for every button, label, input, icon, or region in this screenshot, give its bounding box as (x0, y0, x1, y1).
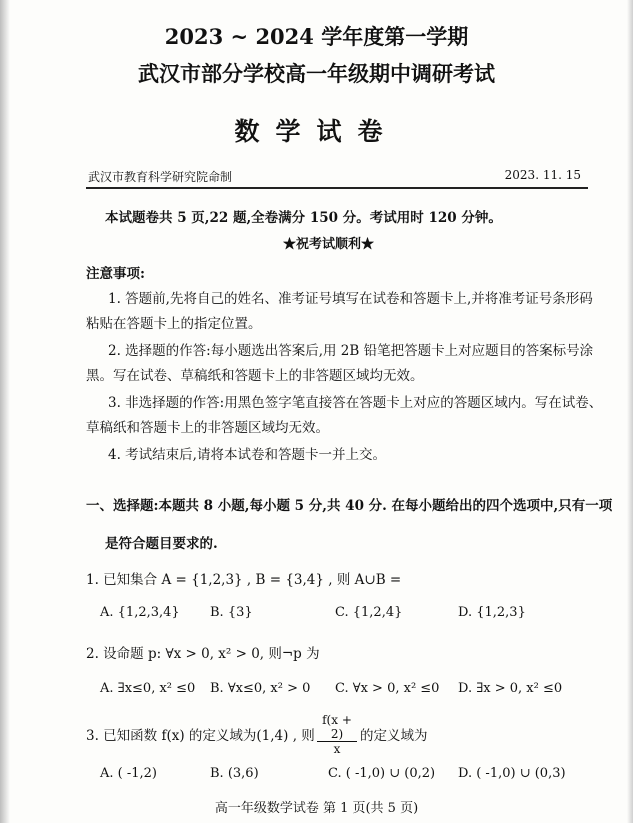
notice-item-1-line-1: 1. 答题前,先将自己的姓名、准考证号填写在试卷和答题卡上,并将准考证号条形码 (108, 291, 593, 307)
question-1-stem: 1. 已知集合 A = {1,2,3} , B = {3,4} , 则 A∪B = (86, 572, 402, 588)
title-exam-name: 武汉市部分学校高一年级期中调研考试 (138, 61, 495, 86)
question-2-option-d: D. ∃x > 0, x² ≤0 (458, 681, 563, 696)
question-3-option-d: D. ( -1,0) ∪ (0,3) (458, 766, 566, 781)
question-1-option-c: C. {1,2,4} (335, 605, 403, 620)
title-year-term: 2023 ~ 2024 学年度第一学期 (164, 24, 469, 49)
question-3-fraction (317, 713, 357, 756)
good-luck-wish: ★祝考试顺利★ (283, 237, 375, 252)
question-2-option-b: B. ∀x≤0, x² > 0 (210, 681, 311, 696)
question-3-option-b: B. (3,6) (210, 766, 259, 781)
question-1-option-b: B. {3} (210, 605, 253, 620)
question-1-option-d: D. {1,2,3} (458, 605, 526, 620)
issuer: 武汉市教育科学研究院命制 (88, 170, 233, 184)
notice-item-2-line-1: 2. 选择题的作答:每小题选出答案后,用 2B 铅笔把答题卡上对应题目的答案标号涂 (108, 343, 594, 359)
notice-item-1-line-2: 粘贴在答题卡上的指定位置。 (86, 316, 262, 332)
notice-heading: 注意事项: (86, 266, 145, 282)
notice-item-4: 4. 考试结束后,请将本试卷和答题卡一并上交。 (108, 447, 386, 463)
question-2-stem: 2. 设命题 p: ∀x > 0, x² > 0, 则¬p 为 (86, 646, 320, 662)
exam-intro: 本试题卷共 5 页,22 题,全卷满分 150 分。考试用时 120 分钟。 (105, 210, 502, 226)
question-3-option-c: C. ( -1,0) ∪ (0,2) (328, 766, 436, 781)
question-3-option-a: A. ( -1,2) (100, 766, 157, 781)
exam-date: 2023. 11. 15 (504, 168, 581, 182)
question-2-option-c: C. ∀x > 0, x² ≤0 (335, 681, 440, 696)
notice-item-3-line-1: 3. 非选择题的作答:用黑色签字笔直接答在答题卡上对应的答题区域内。写在试卷、 (108, 395, 603, 411)
question-2-option-a: A. ∃x≤0, x² ≤0 (100, 681, 196, 696)
section-1-heading: 一、选择题:本题共 8 小题,每小题 5 分,共 40 分. 在每小题给出的四个选项中,只有一项 (86, 498, 613, 514)
question-1-option-a: A. {1,2,3,4} (100, 605, 180, 620)
section-1-heading-cont: 是符合题目要求的. (105, 536, 218, 552)
fraction-denominator: x (333, 742, 341, 756)
question-3-stem-start: 3. 已知函数 f(x) 的定义域为(1,4) , 则 (86, 728, 315, 744)
title-subject: 数学试卷 (234, 117, 399, 146)
fraction-numerator: f(x + 2) (317, 713, 357, 742)
header-rule (86, 187, 588, 189)
notice-item-2-line-2: 黑。写在试卷、草稿纸和答题卡上的非答题区域均无效。 (86, 368, 424, 384)
question-3-stem-end: 的定义域为 (360, 728, 428, 744)
page-footer: 高一年级数学试卷 第 1 页(共 5 页) (214, 801, 419, 816)
notice-item-3-line-2: 草稿纸和答题卡上的非答题区域均无效。 (86, 420, 329, 436)
